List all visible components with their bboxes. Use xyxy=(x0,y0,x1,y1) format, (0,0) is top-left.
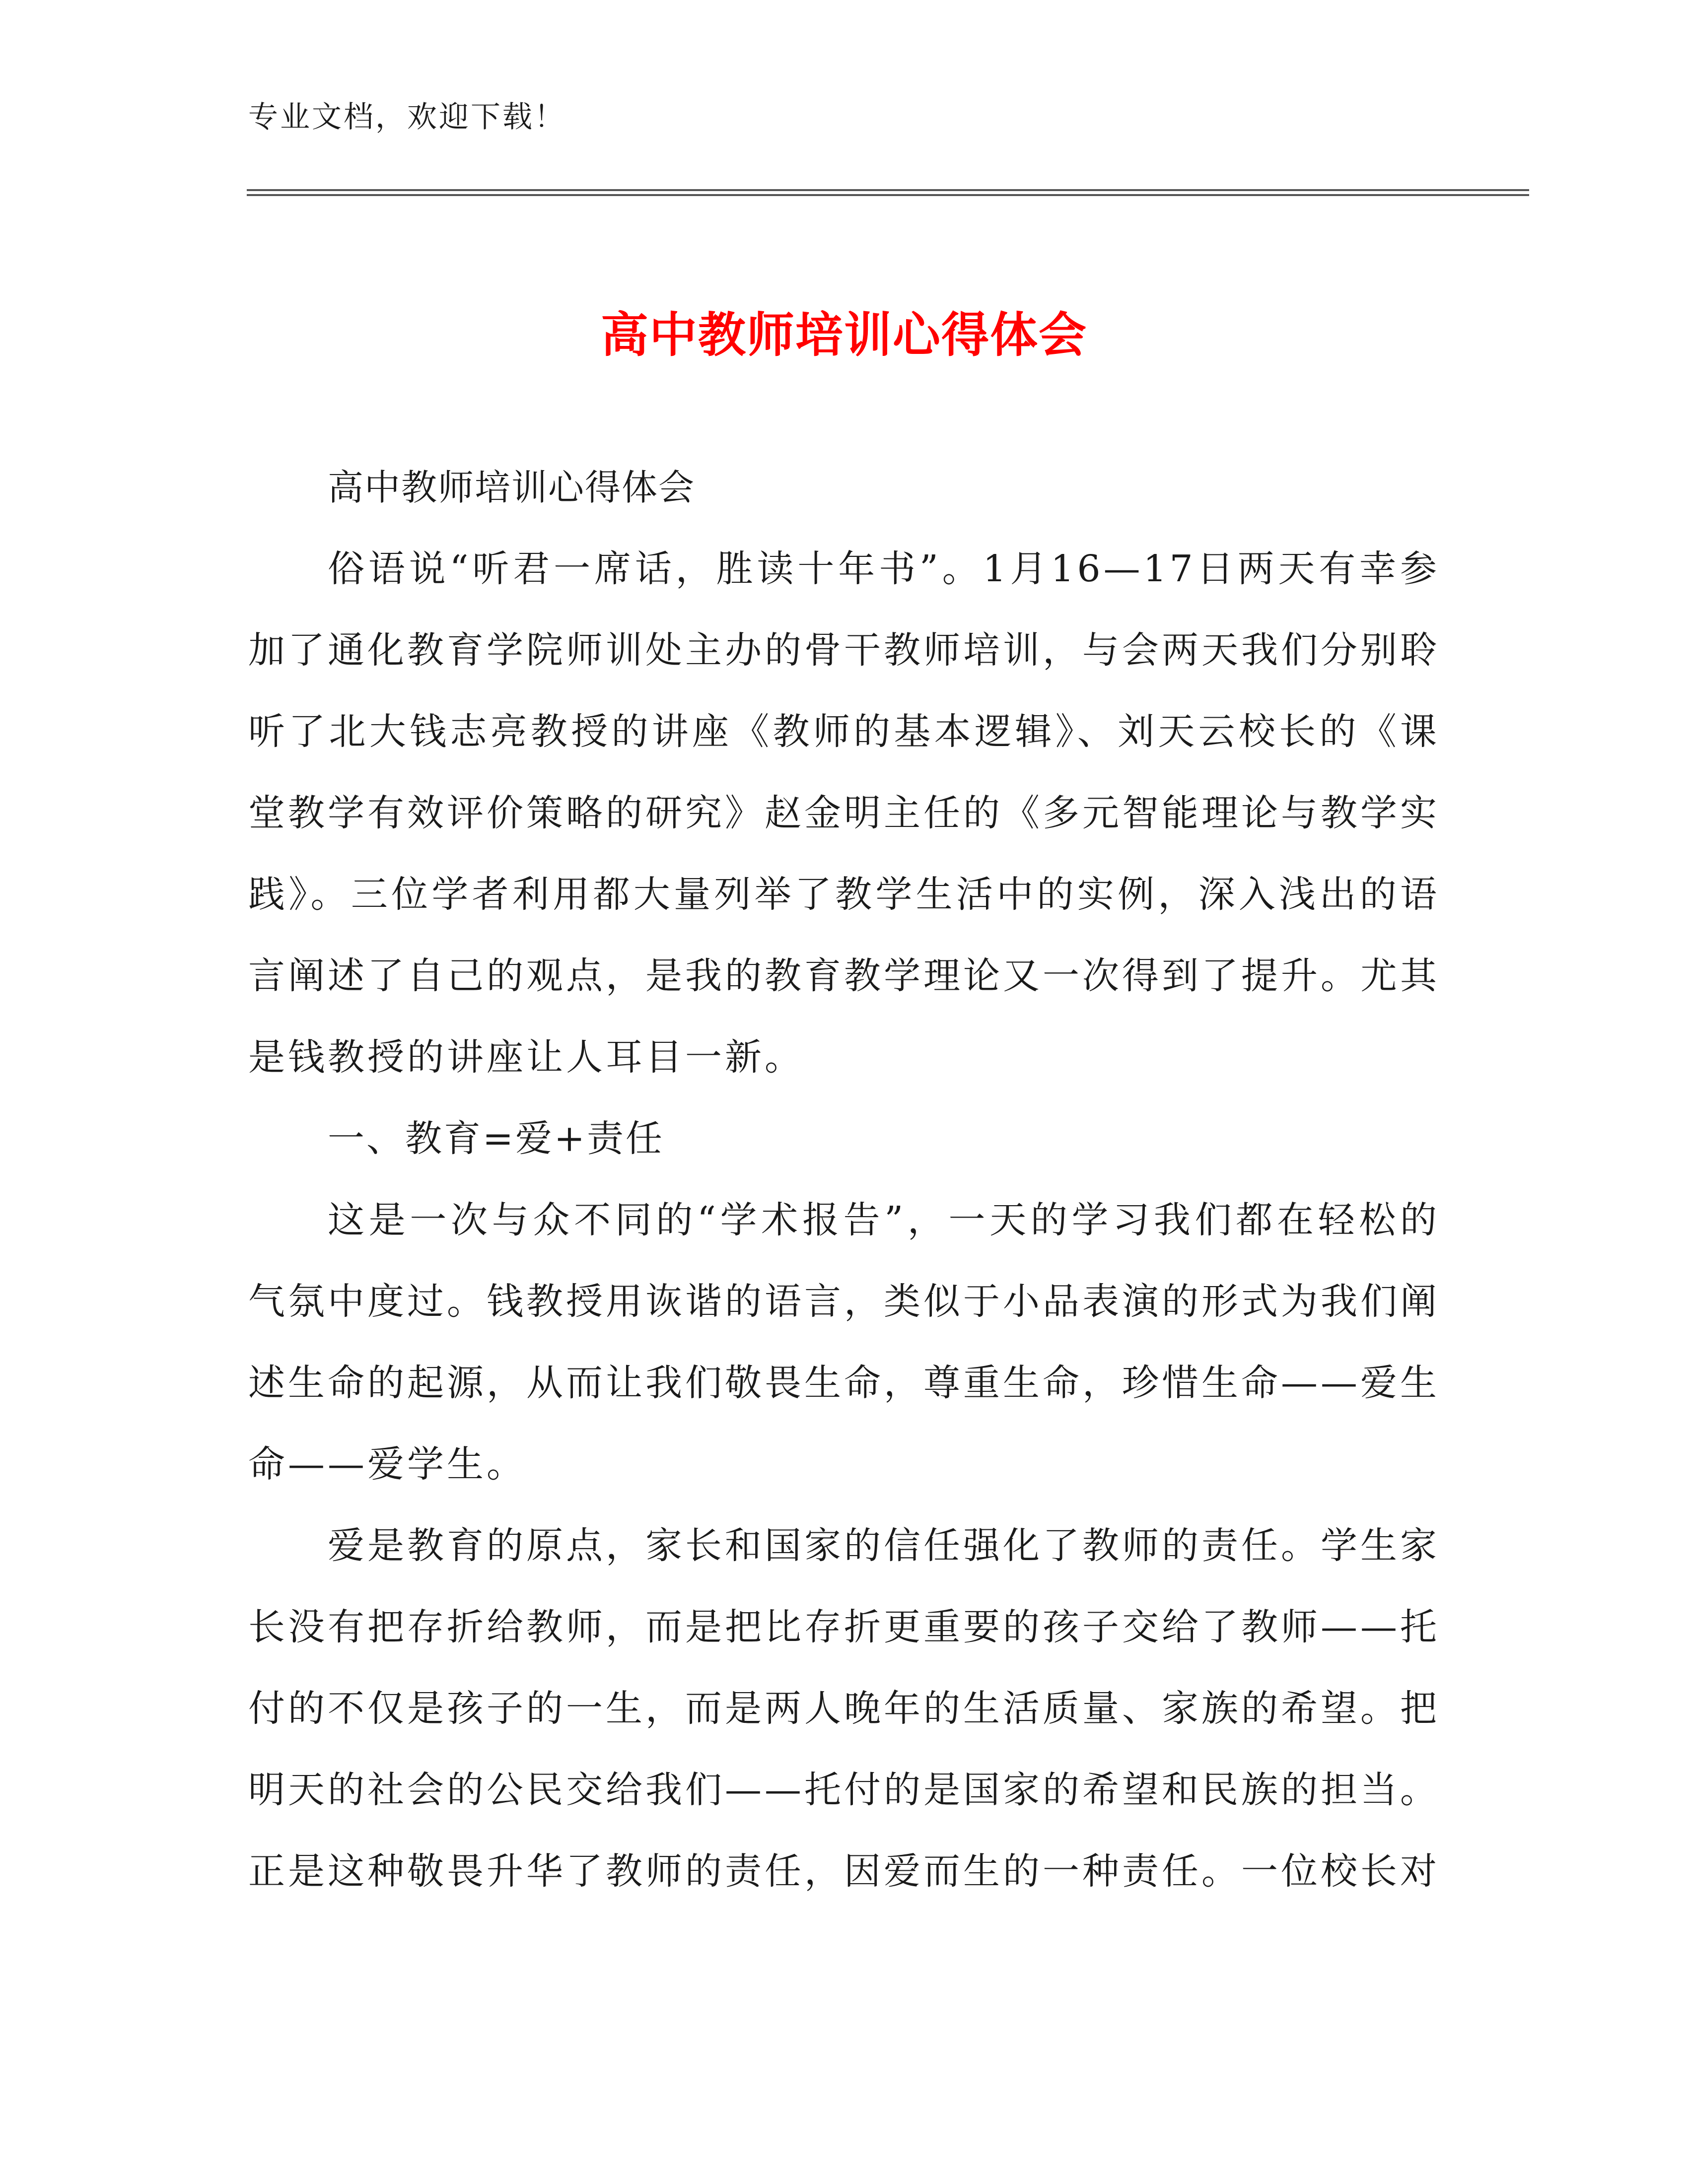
paragraph-report: 这是一次与众不同的“学术报告”，一天的学习我们都在轻松的气氛中度过。钱教授用诙谐的语言，类似于小品表演的形式为我们阐述生命的起源，从而让我们敬畏生命，尊重生命，珍惜生命——爱生命——爱学生。 xyxy=(248,1199,1440,1486)
header-divider xyxy=(247,189,1529,196)
document-subtitle: 高中教师培训心得体会 xyxy=(328,467,696,508)
header-note: 专业文档，欢迎下载！ xyxy=(248,100,566,135)
section-heading-1: 一、教育=爱+责任 xyxy=(328,1117,665,1160)
document-body xyxy=(248,447,1440,1912)
paragraph-love-responsibility: 爱是教育的原点，家长和国家的信任强化了教师的责任。学生家长没有把存折给教师，而是把比存折更重要的孩子交给了教师——托付的不仅是孩子的一生，而是两人晚年的生活质量、家族的希望。把明天的社会的公民交给我们——托付的是国家的希望和民族的担当。正是这种敬畏升华了教师的责任，因爱而生的一种责任。一位校长对 xyxy=(248,1524,1440,1893)
paragraph-intro: 俗语说“听君一席话，胜读十年书”。1月16—17日两天有幸参加了通化教育学院师训处主办的骨干教师培训，与会两天我们分别聆听了北大钱志亮教授的讲座《教师的基本逻辑》、刘天云校长的《课堂教学有效评价策略的研究》赵金明主任的《多元智能理论与教学实践》。三位学者利用都大量列举了教学生活中的实例，深入浅出的语言阐述了自己的观点，是我的教育教学理论又一次得到了提升。尤其是钱教授的讲座让人耳目一新。 xyxy=(248,547,1440,1079)
document-title: 高中教师培训心得体会 xyxy=(601,307,1087,363)
